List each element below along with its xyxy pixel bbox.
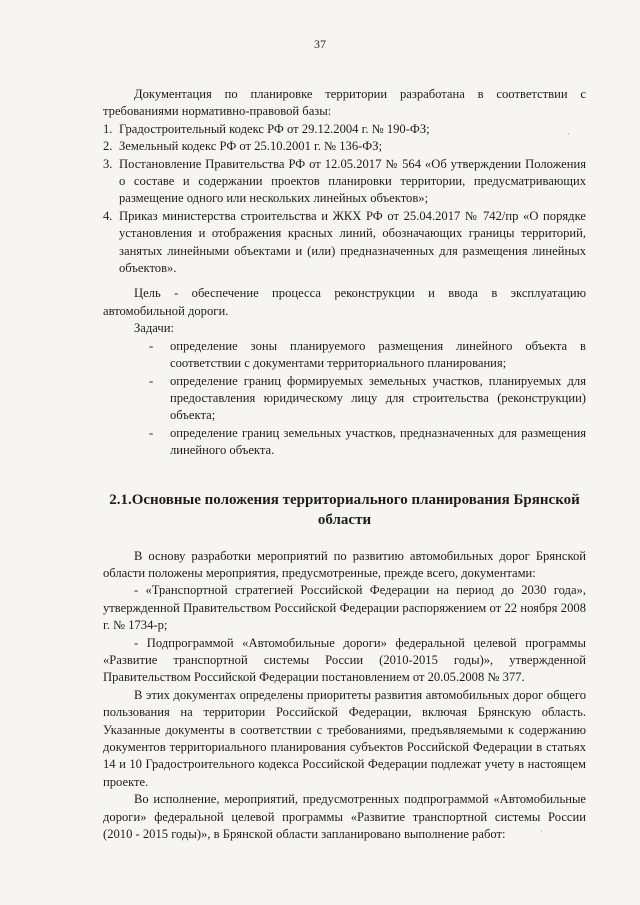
list-number: 3. [103,156,113,171]
task-text: определение границ земельных участков, предназначенных для размещения линейного объекта. [170,425,586,458]
list-number: 2. [103,139,113,154]
list-item [149,338,586,373]
list-item [103,208,586,278]
page-number: 37 [314,37,326,51]
body-paragraph: - Подпрограммой «Автомобильные дороги» федеральной целевой программы «Развитие транспортной системы России (2010-2015 годы)», утвержденной Правительством Российской Федерации постановлением от 20.05.2008 № 377. [103,635,586,685]
dash-marker: - [149,338,154,353]
list-item [149,373,586,425]
section-title: 2.1.Основные положения территориального планирования Брянской области [109,491,580,528]
list-text: Земельный кодекс РФ от 25.10.2001 г. № 136-ФЗ; [119,139,383,154]
list-number: 1. [103,121,113,136]
dash-marker: - [149,425,154,440]
dash-marker: - [149,373,154,388]
list-item [103,121,586,138]
list-number: 4. [103,208,113,223]
scan-speck: · [567,129,570,139]
goal-paragraph: Цель - обеспечение процесса реконструкции и ввода в эксплуатацию автомобильной дороги. [103,286,586,318]
task-text: определение зоны планируемого размещения линейного объекта в соответствии с документами территориального планирования; [170,338,586,371]
tasks-list [103,338,586,460]
body-paragraph: Во исполнение, мероприятий, предусмотренных подпрограммой «Автомобильные дороги» федеральной целевой программы «Развитие транспортной системы России (2010 - 2015 годы)», в Брянской области запланировано выполнение работ: [103,792,586,842]
task-text: определение границ формируемых земельных участков, планируемых для предоставления юридическому лицу для строительства (реконструкции) объекта; [170,373,586,423]
page-content [103,86,586,843]
list-text: Постановление Правительства РФ от 12.05.2017 № 564 «Об утверждении Положения о составе и содержании проектов планировки территории, предусматривающих размещение одного или нескольких линейных объектов»; [119,156,586,206]
intro-paragraph: Документация по планировке территории разработана в соответствии с требованиями нормативно-правовой базы: [103,87,586,119]
list-text: Приказ министерства строительства и ЖКХ РФ от 25.04.2017 № 742/пр «О порядке установления и отображения красных линий, обозначающих границы территорий, занятых линейными объектами и (или) предназначенных для размещения линейных объектов». [119,208,586,276]
tasks-label: Задачи: [134,321,174,336]
body-paragraph: В основу разработки мероприятий по развитию автомобильных дорог Брянской области положены мероприятия, предусмотренные, прежде всего, документами: [103,548,586,580]
body-paragraph: - «Транспортной стратегией Российской Федерации на период до 2030 года», утвержденной Правительством Российской Федерации распоряжением от 22 ноября 2008 г. № 1734-р; [103,583,586,633]
list-item [103,138,586,155]
normative-list [103,121,586,278]
list-text: Градостроительный кодекс РФ от 29.12.2004 г. № 190-ФЗ; [119,121,430,136]
scan-speck: · [540,826,543,836]
list-item [103,156,586,208]
body-paragraph: В этих документах определены приоритеты развития автомобильных дорог общего пользования на территории Российской Федерации, включая Брянскую область. Указанные документы в соответствии с требованиями, предъявляемыми к содержанию документов территориального планирования субъектов Российской Федерации в статьях 14 и 10 Градостроительного кодекса Российской Федерации подлежат учету в настоящем проекте. [103,687,586,789]
list-item [149,425,586,460]
